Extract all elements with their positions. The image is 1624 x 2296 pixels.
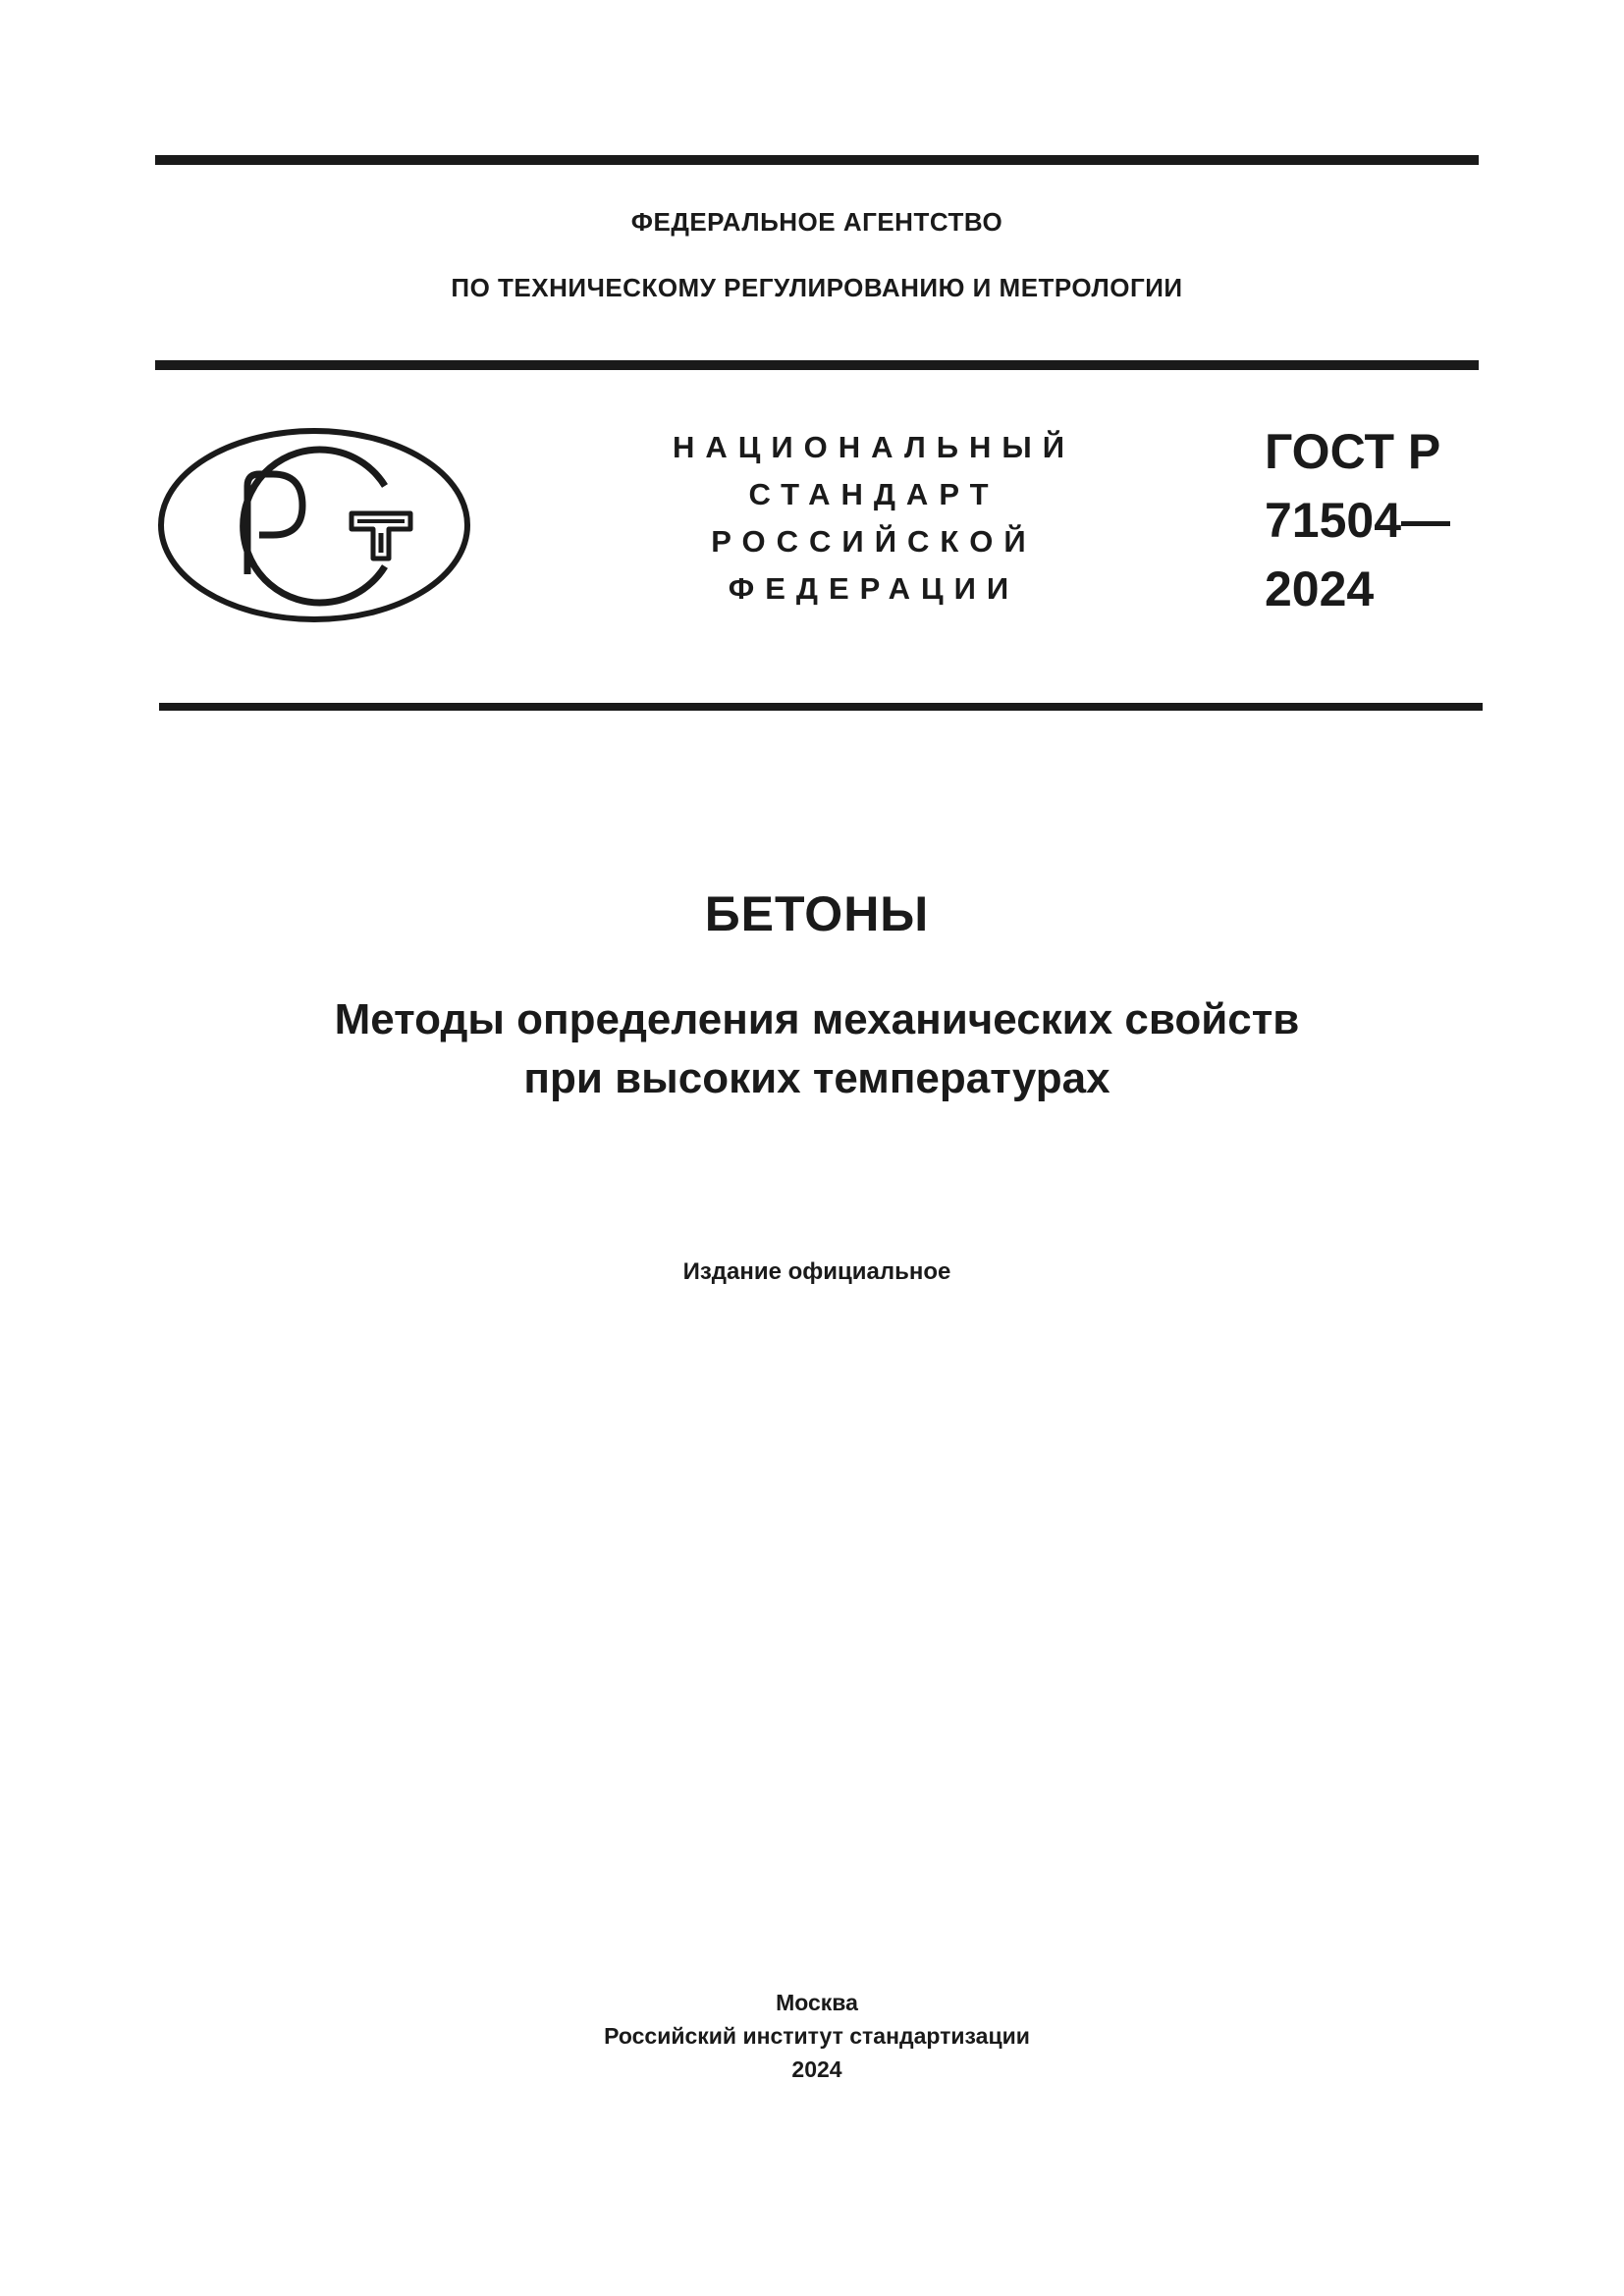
standard-type-line: ФЕДЕРАЦИИ — [728, 571, 1020, 606]
standard-number-line: 2024 — [1265, 561, 1375, 616]
bottom-header-rule — [159, 703, 1483, 711]
document-title: БЕТОНЫ — [704, 886, 930, 941]
imprint-year: 2024 — [791, 2056, 842, 2082]
document-subtitle — [155, 990, 1479, 1108]
standard-type-line: РОССИЙСКОЙ — [711, 524, 1037, 559]
standard-type-line: НАЦИОНАЛЬНЫЙ — [672, 430, 1076, 464]
document-subtitle-line: при высоких температурах — [523, 1054, 1110, 1102]
imprint-publisher: Российский институт стандартизации — [604, 2023, 1030, 2049]
imprint — [155, 1986, 1479, 2086]
top-rule — [155, 155, 1479, 165]
standard-number-line: 71504— — [1265, 493, 1451, 548]
standard-type-block — [628, 424, 1119, 613]
rst-certification-mark-icon — [157, 427, 471, 623]
agency-name-line-2: ПО ТЕХНИЧЕСКОМУ РЕГУЛИРОВАНИЮ И МЕТРОЛОГИИ — [451, 273, 1183, 302]
standard-number — [1265, 417, 1450, 623]
edition-label: Издание официальное — [682, 1258, 951, 1285]
agency-name-line-1: ФЕДЕРАЛЬНОЕ АГЕНТСТВО — [630, 207, 1003, 237]
standard-number-line: ГОСТ Р — [1265, 424, 1441, 479]
middle-rule — [155, 360, 1479, 370]
document-subtitle-line: Методы определения механических свойств — [334, 995, 1300, 1043]
imprint-city: Москва — [776, 1990, 858, 2015]
standard-type-line: СТАНДАРТ — [748, 477, 1000, 511]
